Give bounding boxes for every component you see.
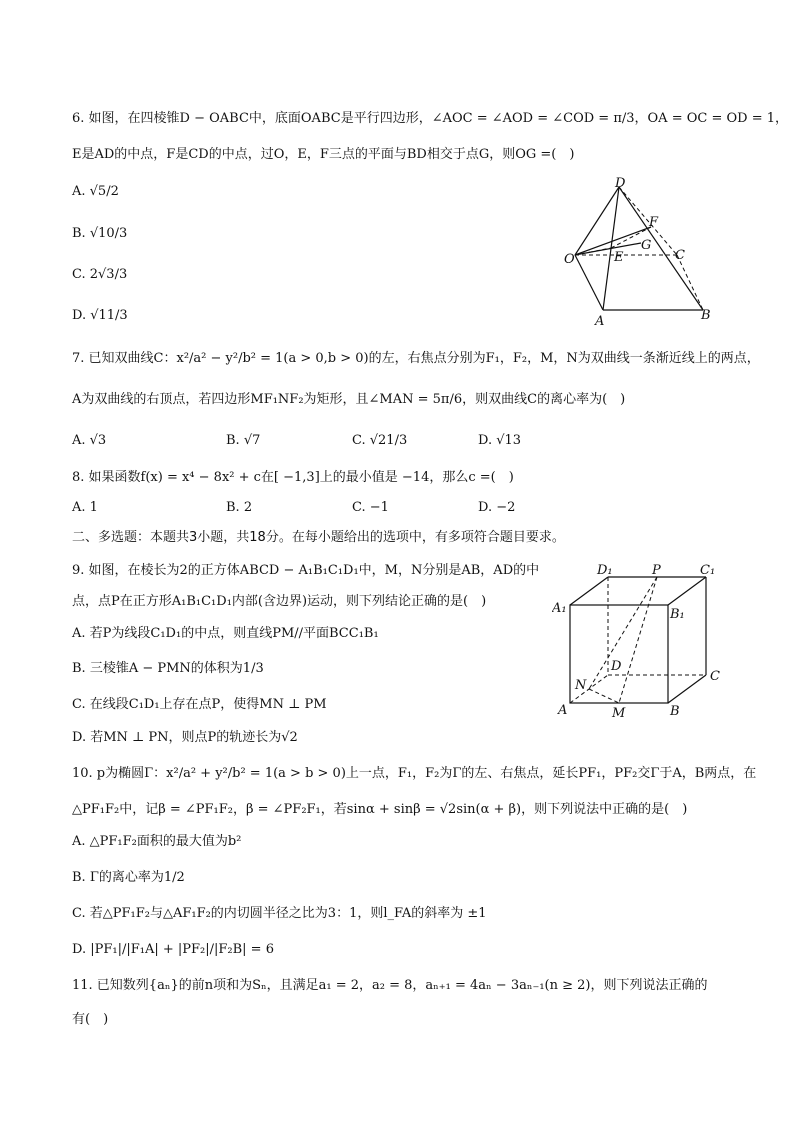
q8-option-d: D. −2 xyxy=(478,500,516,515)
q7-option-d: D. √13 xyxy=(478,433,522,448)
fig9-label-B1: B₁ xyxy=(670,607,685,622)
fig6-label-G: G xyxy=(641,238,652,253)
q9-stem-line2: 点，点P在正方形A₁B₁C₁D₁内部(含边界)运动，则下列结论正确的是( ) xyxy=(72,594,487,609)
q6-option-d: D. √11/3 xyxy=(72,308,128,323)
q11-stem-line2: 有( ) xyxy=(72,1012,109,1027)
q10-option-d: D. |PF₁|/|F₁A| + |PF₂|/|F₂B| = 6 xyxy=(72,942,274,957)
fig9-label-D: D xyxy=(611,659,622,674)
q10-option-c: C. 若△PF₁F₂与△AF₁F₂的内切圆半径之比为3：1，则l_FA的斜率为 ±1 xyxy=(72,906,487,921)
q7-option-c: C. √21/3 xyxy=(352,433,408,448)
q8-stem: 8. 如果函数f(x) = x⁴ − 8x² + c在[ −1,3]上的最小值是 −14，那么c =( ) xyxy=(72,470,514,485)
fig9-label-N: N xyxy=(575,678,587,693)
q6-stem-line1: 6. 如图，在四棱锥D − OABC中，底面OABC是平行四边形，∠AOC = ∠AOD = ∠COD = π/3，OA = OC = OD = 1， xyxy=(72,111,788,126)
q6-stem-line2: E是AD的中点，F是CD的中点，过O，E，F三点的平面与BD相交于点G，则OG =( ) xyxy=(72,147,575,162)
q9-option-d: D. 若MN ⊥ PN，则点P的轨迹长为√2 xyxy=(72,730,298,745)
q9-option-c: C. 在线段C₁D₁上存在点P，使得MN ⊥ PM xyxy=(72,697,327,712)
fig9-label-D1: D₁ xyxy=(597,563,613,578)
q10-stem-line2: △PF₁F₂中，记β = ∠PF₁F₂，β = ∠PF₂F₁，若sinα + sinβ = √2sin(α + β)，则下列说法中正确的是( ) xyxy=(72,802,688,817)
fig6-label-F: F xyxy=(649,215,659,230)
fig9-label-A: A xyxy=(558,703,568,718)
fig6-label-D: D xyxy=(615,176,626,191)
fig6-label-E: E xyxy=(614,250,624,265)
q7-option-b: B. √7 xyxy=(226,433,261,448)
q7-option-a: A. √3 xyxy=(72,433,107,448)
q10-option-b: B. Γ的离心率为1/2 xyxy=(72,870,185,885)
q9-option-a: A. 若P为线段C₁D₁的中点，则直线PM//平面BCC₁B₁ xyxy=(72,626,379,641)
fig6-label-C: C xyxy=(675,248,685,263)
fig6-label-O: O xyxy=(564,252,575,267)
pyramid-figure xyxy=(555,175,725,330)
q7-stem-line2: A为双曲线的右顶点，若四边形MF₁NF₂为矩形，且∠MAN = 5π/6，则双曲线C的离心率为( ) xyxy=(72,392,626,407)
q6-option-c: C. 2√3/3 xyxy=(72,267,128,282)
fig9-label-M: M xyxy=(612,706,626,721)
fig9-label-B: B xyxy=(670,704,680,719)
q8-option-c: C. −1 xyxy=(352,500,389,515)
q11-stem-line1: 11. 已知数列{aₙ}的前n项和为Sₙ，且满足a₁ = 2，a₂ = 8，aₙ₊₁ = 4aₙ − 3aₙ₋₁(n ≥ 2)，则下列说法正确的 xyxy=(72,978,708,993)
q6-option-a: A. √5/2 xyxy=(72,184,119,199)
section-heading-multiple-choice: 二、多选题：本题共3小题，共18分。在每小题给出的选项中，有多项符合题目要求。 xyxy=(72,530,565,545)
fig6-label-A: A xyxy=(595,314,605,329)
fig9-label-C: C xyxy=(710,669,720,684)
q7-stem-line1: 7. 已知双曲线C：x²/a² − y²/b² = 1(a > 0,b > 0)的左，右焦点分别为F₁，F₂，M，N为双曲线一条渐近线上的两点， xyxy=(72,351,760,366)
fig9-label-P: P xyxy=(652,563,661,578)
q10-option-a: A. △PF₁F₂面积的最大值为b² xyxy=(72,834,242,849)
fig6-label-B: B xyxy=(701,308,711,323)
q8-option-b: B. 2 xyxy=(226,500,253,515)
cube-figure xyxy=(552,562,732,724)
q6-option-b: B. √10/3 xyxy=(72,226,128,241)
q9-stem-line1: 9. 如图，在棱长为2的正方体ABCD − A₁B₁C₁D₁中，M，N分别是AB，AD的中 xyxy=(72,563,540,578)
q9-option-b: B. 三棱锥A − PMN的体积为1/3 xyxy=(72,661,264,676)
q10-stem-line1: 10. p为椭圆Γ：x²/a² + y²/b² = 1(a > b > 0)上一点，F₁，F₂为Γ的左、右焦点，延长PF₁，PF₂交Γ于A，B两点，在 xyxy=(72,766,757,781)
q8-option-a: A. 1 xyxy=(72,500,98,515)
fig9-label-A1: A₁ xyxy=(552,601,567,616)
fig9-label-C1: C₁ xyxy=(700,563,716,578)
